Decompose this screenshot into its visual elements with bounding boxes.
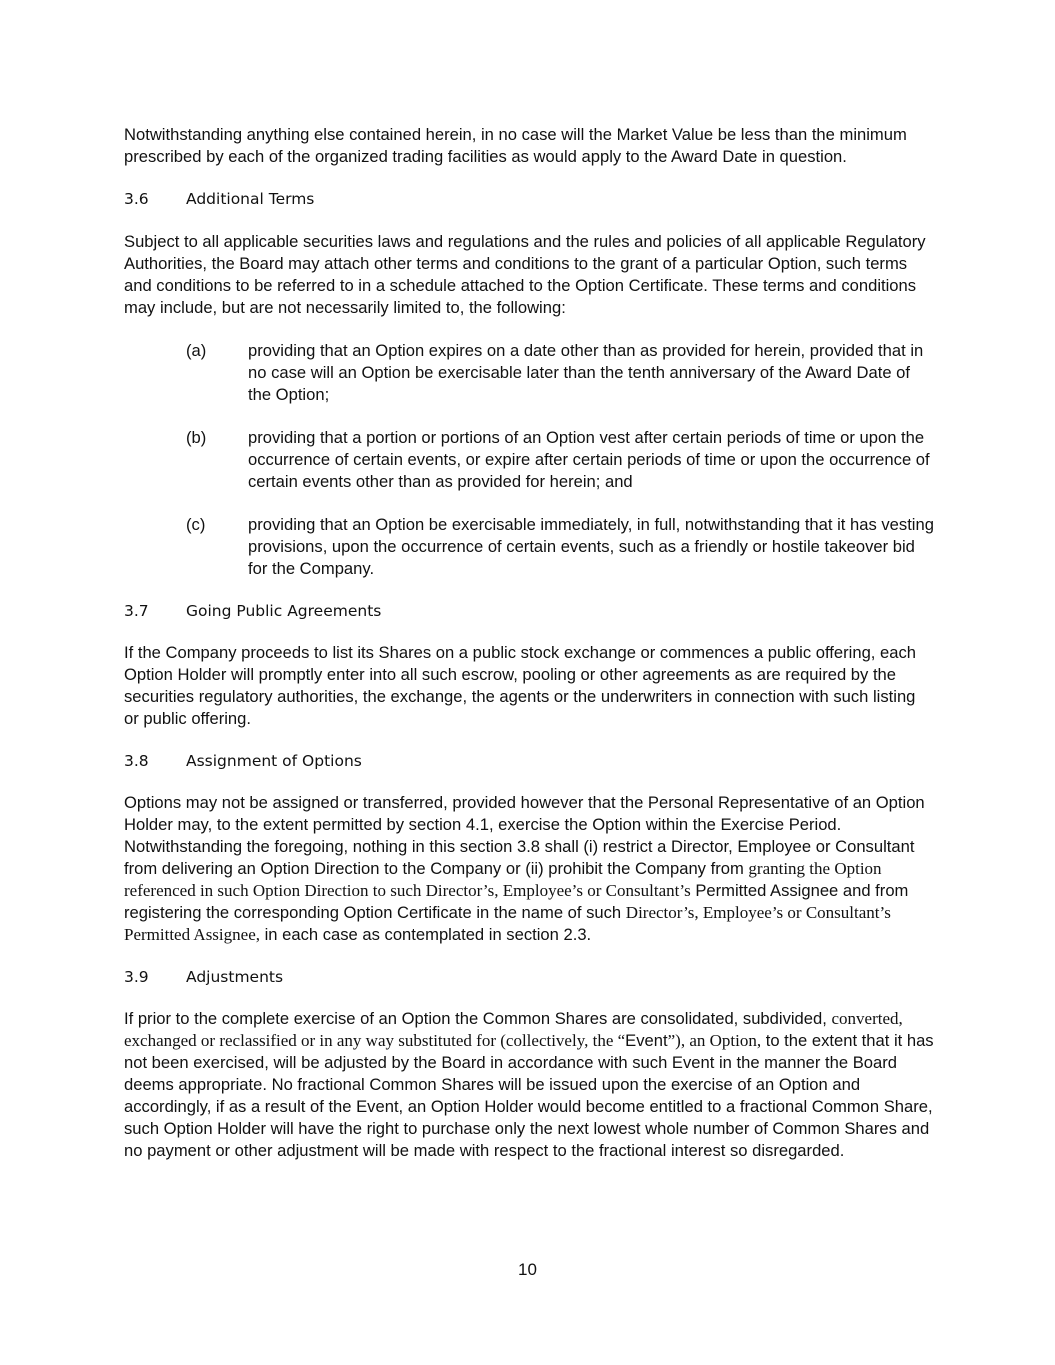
- section-3-9-heading: [124, 966, 934, 988]
- section-number: 3.9: [124, 968, 149, 986]
- paragraph-text: If prior to the complete exercise of an Option the Common Shares are consolidated, subdivided,: [124, 1009, 827, 1028]
- section-3-6-heading: [124, 188, 934, 210]
- section-title: Going Public Agreements: [186, 602, 382, 620]
- defined-term: Event: [625, 1031, 668, 1050]
- section-3-9-paragraph: [124, 1008, 934, 1162]
- list-item-c: [124, 514, 934, 580]
- list-text: providing that an Option be exercisable immediately, in full, notwithstanding that it has vesting provisions, upon the occurrence of certain events, such as a friendly or hostile takeover bid for the Company.: [248, 515, 934, 578]
- list-item-a: [124, 340, 934, 406]
- section-3-7-heading: [124, 600, 934, 622]
- list-label: (c): [186, 515, 206, 534]
- list-label: (a): [186, 341, 207, 360]
- section-number: 3.7: [124, 602, 149, 620]
- section-title: Assignment of Options: [186, 752, 362, 770]
- section-3-8-paragraph: [124, 792, 934, 946]
- paragraph-text: to the extent that it has not been exercised, will be adjusted by the Board in accordance with such Event in the manner the Board deems appropriate. No fractional Common Shares will be issued upon the exercise of an Option and accordingly, if as a result of the Event, an Option Holder would become entitled to a fractional Common Share, such Option Holder will have the right to purchase only the next lowest whole number of Common Shares and no payment or other adjustment will be made with respect to the fractional interest so disregarded.: [124, 1031, 934, 1160]
- list-text: providing that a portion or portions of an Option vest after certain periods of time or upon the occurrence of certain events, or expire after certain periods of time or upon the occurrence of certain events other than as provided for herein; and: [248, 428, 930, 491]
- paragraph-text-serif: ”), an Option,: [667, 1031, 762, 1050]
- section-title: Additional Terms: [186, 190, 315, 208]
- paragraph-text: in each case as contemplated in section 2.3.: [264, 925, 592, 944]
- document-page: [124, 124, 934, 1162]
- list-label: (b): [186, 428, 207, 447]
- paragraph-text-serif: Director’s, Employee’s or Consultant’s Permitted Assignee,: [124, 903, 891, 944]
- section-3-8-heading: [124, 750, 934, 772]
- paragraph-text-serif: converted, exchanged or reclassified or in any way substituted for (collectively, the “: [124, 1009, 903, 1050]
- intro-paragraph: Notwithstanding anything else contained herein, in no case will the Market Value be less than the minimum prescribed by each of the organized trading facilities as would apply to the Award Date in question.: [124, 125, 907, 166]
- paragraph-text-serif: granting the Option referenced in such Option Direction to such Director’s, Employee’s or Consultant’s: [124, 859, 882, 900]
- section-number: 3.6: [124, 190, 149, 208]
- section-3-6-paragraph: Subject to all applicable securities laws and regulations and the rules and policies of all applicable Regulatory Authorities, the Board may attach other terms and conditions to the grant of a particular Option, such terms and conditions to be referred to in a schedule attached to the Option Certificate. These terms and conditions may include, but are not necessarily limited to, the following:: [124, 232, 926, 317]
- list-item-b: [124, 427, 934, 493]
- paragraph-text: Options may not be assigned or transferred, provided however that the Personal Representative of an Option Holder may, to the extent permitted by section 4.1, exercise the Option within the Exercise Period. Notwithstanding the foregoing, nothing in this section 3.8 shall (i) restrict a Director, Employee or Consultant from delivering an Option Direction to the Company or (ii) prohibit the Company from: [124, 793, 925, 878]
- list-text: providing that an Option expires on a date other than as provided for herein, provided that in no case will an Option be exercisable later than the tenth anniversary of the Award Date of the Option;: [248, 341, 924, 404]
- paragraph-text: Permitted Assignee and from registering the corresponding Option Certificate in the name of such: [124, 881, 909, 922]
- section-title: Adjustments: [186, 968, 284, 986]
- page-number: 10: [518, 1260, 537, 1279]
- section-number: 3.8: [124, 752, 149, 770]
- section-3-7-paragraph: If the Company proceeds to list its Shares on a public stock exchange or commences a public offering, each Option Holder will promptly enter into all such escrow, pooling or other agreements as are required by the securities regulatory authorities, the exchange, the agents or the underwriters in connection with such listing or public offering.: [124, 643, 917, 728]
